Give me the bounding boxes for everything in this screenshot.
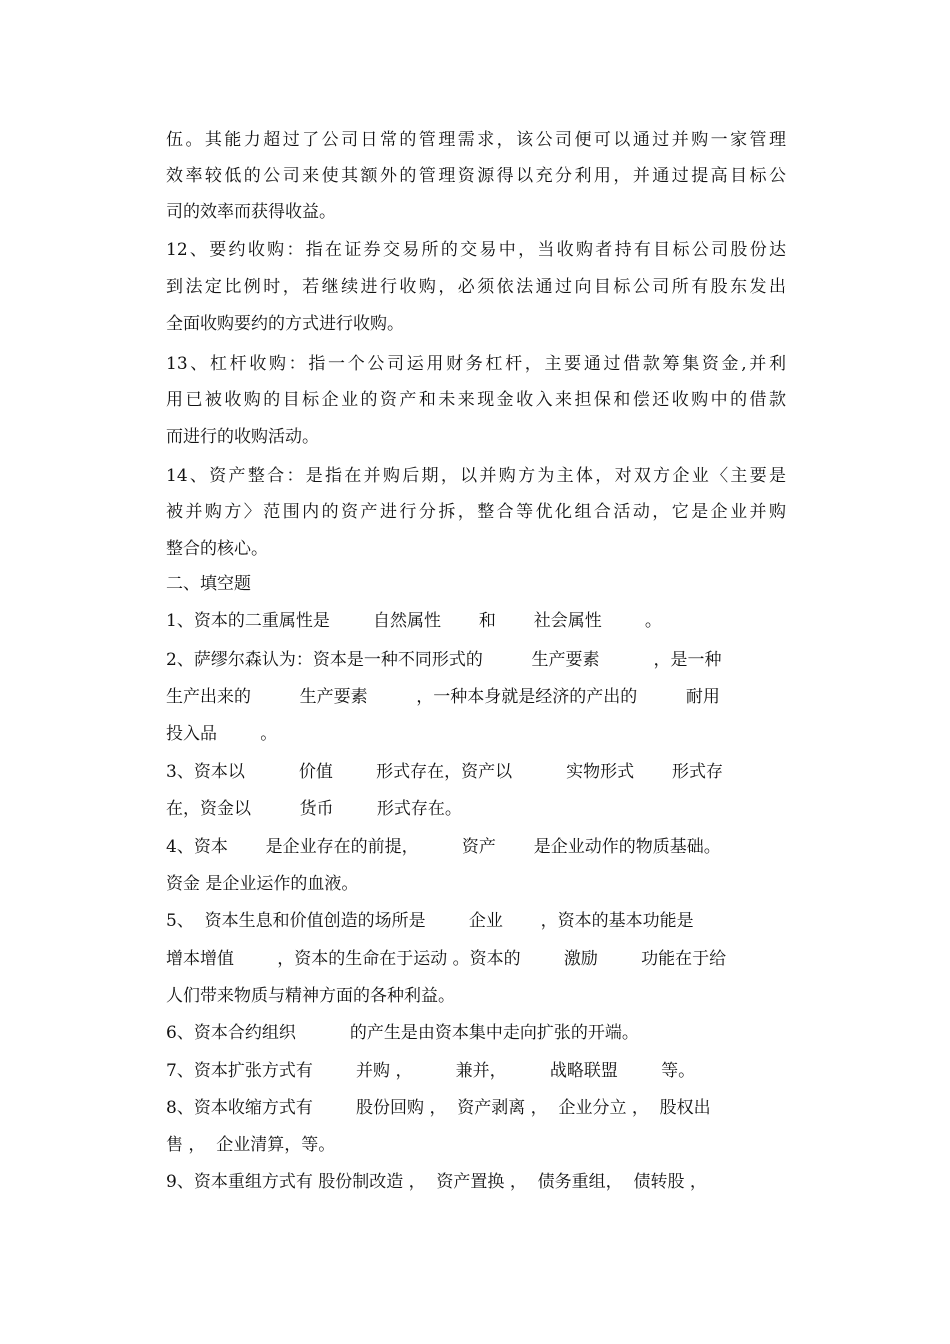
text-line: 投入品 。 xyxy=(166,724,278,744)
text-line: 全面收购要约的方式进行收购。 xyxy=(166,314,404,334)
text-line: 售 ， 企业清算，等。 xyxy=(166,1135,336,1155)
text-line: 6、资本合约组织 的产生是由资本集中走向扩张的开端。 xyxy=(166,1023,639,1043)
text-line: 生产出来的 生产要素 ，一种本身就是经济的产出的 耐用 xyxy=(166,687,720,707)
text-line: 5、 资本生息和价值创造的场所是 企业 ，资本的基本功能是 xyxy=(166,911,694,931)
text-line: 增本增值 ，资本的生命在于运动 。资本的 激励 功能在于给 xyxy=(166,949,727,969)
section-heading: 二、填空题 xyxy=(166,574,251,594)
text-line: 司的效率而获得收益。 xyxy=(166,202,336,222)
text-line: 资金 是企业运作的血液。 xyxy=(166,874,359,894)
text-line: 4、资本 是企业存在的前提， 资产 是企业动作的物质基础。 xyxy=(166,837,721,857)
text-line: 效率较低的公司来使其额外的管理资源得以充分利用，并通过提高目标公 xyxy=(166,166,786,186)
text-line: 伍。其能力超过了公司日常的管理需求，该公司便可以通过并购一家管理 xyxy=(166,130,786,150)
text-line: 7、资本扩张方式有 并购 ， 兼并， 战略联盟 等。 xyxy=(166,1061,696,1081)
text-line: 到法定比例时，若继续进行收购，必须依法通过向目标公司所有股东发出 xyxy=(166,277,786,297)
text-line: 3、资本以 价值 形式存在，资产以 实物形式 形式存 xyxy=(166,762,723,782)
text-line: 人们带来物质与精神方面的各种利益。 xyxy=(166,986,455,1006)
text-line: 在，资金以 货币 形式存在。 xyxy=(166,799,462,819)
text-line: 而进行的收购活动。 xyxy=(166,427,319,447)
text-line: 13、杠杆收购：指一个公司运用财务杠杆，主要通过借款筹集资金,并利 xyxy=(166,354,786,374)
text-line: 9、资本重组方式有 股份制改造 ， 资产置换 ， 债务重组， 债转股 ， xyxy=(166,1172,707,1192)
text-line: 整合的核心。 xyxy=(166,539,268,559)
text-line: 被并购方〉范围内的资产进行分拆，整合等优化组合活动，它是企业并购 xyxy=(166,502,786,522)
text-line: 12、要约收购：指在证券交易所的交易中，当收购者持有目标公司股份达 xyxy=(166,240,786,260)
text-line: 2、萨缪尔森认为：资本是一种不同形式的 生产要素 ，是一种 xyxy=(166,650,722,670)
text-line: 14、资产整合：是指在并购后期，以并购方为主体，对双方企业〈主要是 xyxy=(166,466,786,486)
text-line: 8、资本收缩方式有 股份回购 ， 资产剥离 ， 企业分立 ， 股权出 xyxy=(166,1098,711,1118)
text-line: 1、资本的二重属性是 自然属性 和 社会属性 。 xyxy=(166,611,662,631)
text-line: 用已被收购的目标企业的资产和未来现金收入来担保和偿还收购中的借款 xyxy=(166,390,786,410)
